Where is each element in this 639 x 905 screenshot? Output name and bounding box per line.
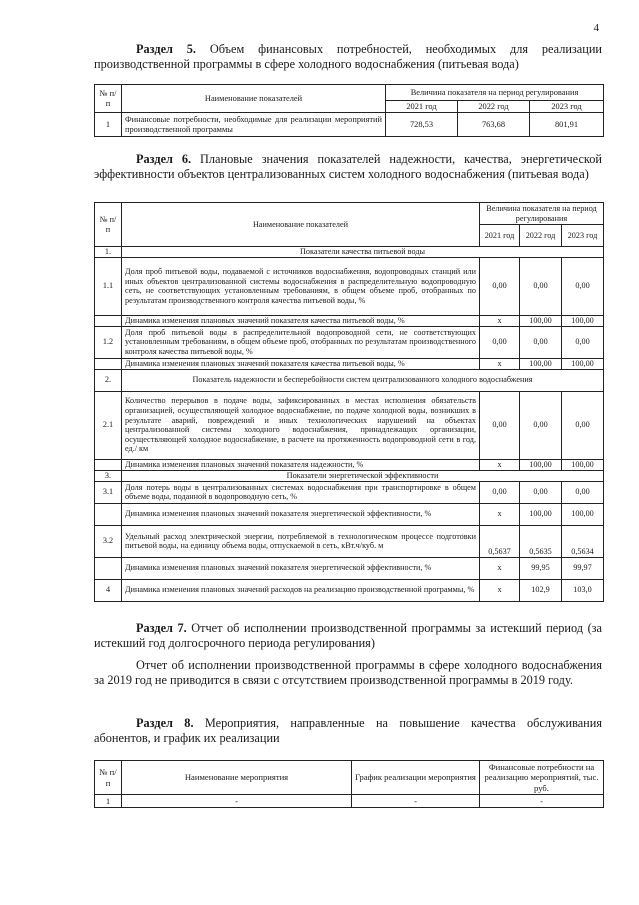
section6-col-value-group: Величина показателя на период регулирования <box>480 203 604 225</box>
row-num <box>95 358 122 369</box>
table-row <box>95 481 604 503</box>
row-num: 2. <box>95 369 122 391</box>
row-value: 99,97 <box>562 557 604 579</box>
section6-col-num: № п/п <box>95 203 122 247</box>
section5-heading-text: Объем финансовых потребностей, необходимых для реализации производственной программы в сфере холодного водоснабжения (питьевая вода) <box>94 42 602 71</box>
table-row <box>95 391 604 459</box>
section8-heading-text: Мероприятия, направленные на повышение качества обслуживания абонентов, и график их реализации <box>94 716 602 745</box>
section8-table <box>94 760 604 808</box>
row-value: 0,00 <box>562 391 604 459</box>
row-num: 1 <box>95 795 122 808</box>
group-title: Показатель надежности и бесперебойности систем централизованного холодного водоснабжения <box>122 369 604 391</box>
section5-heading <box>94 42 602 72</box>
row-name: - <box>122 795 352 808</box>
section5-col-num: № п/п <box>95 85 122 113</box>
section5-heading-label: Раздел 5. <box>136 42 197 56</box>
row-value: 100,00 <box>562 503 604 525</box>
row-value: x <box>480 557 520 579</box>
group-title: Показатели энергетической эффективности <box>122 470 604 481</box>
row-num <box>95 557 122 579</box>
row-num: 1. <box>95 247 122 258</box>
row-name: Динамика изменения плановых значений показателя надежности, % <box>122 459 480 470</box>
group-row <box>95 247 604 258</box>
row-value: 100,00 <box>520 503 562 525</box>
section7-heading-label: Раздел 7. <box>136 621 187 635</box>
section8-col-name: Наименование мероприятия <box>122 761 352 795</box>
section5-col-name: Наименование показателей <box>122 85 386 113</box>
group-row <box>95 369 604 391</box>
dynamics-row <box>95 358 604 369</box>
section5-year: 2022 год <box>458 101 530 113</box>
row-value: 0,00 <box>562 481 604 503</box>
dynamics-row <box>95 557 604 579</box>
section6-year: 2021 год <box>480 225 520 247</box>
row-value: 0,5634 <box>562 525 604 557</box>
row-value: 100,00 <box>562 358 604 369</box>
row-name: Количество перерывов в подаче воды, зафиксированных в местах исполнения обязательств организацией, осуществляющей холодное водоснабжение, по подаче холодной воды, возникших в результате аварий, повреждений и иных технологических нарушений на объектах централизованной системы холодного водоснабжения, принадлежащих организации, осуществляющей холодное водоснабжение, в расчете на протяженность водопроводной сети в год, ед./ км <box>122 391 480 459</box>
row-name: Динамика изменения плановых значений показателя энергетической эффективности, % <box>122 557 480 579</box>
row-value: 0,00 <box>562 326 604 358</box>
row-name: Удельный расход электрической энергии, потребляемой в технологическом процессе подготовки питьевой воды, на единицу объема воды, отпускаемой в сеть, кВт.ч/куб. м <box>122 525 480 557</box>
table-row <box>95 795 604 808</box>
section5-col-value-group: Величина показателя на период регулирования <box>386 85 604 101</box>
section8-col-schedule: График реализации мероприятия <box>352 761 480 795</box>
section6-table <box>94 202 604 602</box>
section7-heading-text: Отчет об исполнении производственной программы за истекший период (за истекший год долгосрочного периода регулирования) <box>94 621 602 650</box>
table-row <box>95 326 604 358</box>
group-title: Показатели качества питьевой воды <box>122 247 604 258</box>
row-name: Доля потерь воды в централизованных системах водоснабжения при транспортировке в общем объеме воды, поданной в водопроводную сеть, % <box>122 481 480 503</box>
row-name: Доля проб питьевой воды в распределительной водопроводной сети, не соответствующих установленным требованиям, в общем объеме проб, отобранных по результатам производственного контроля качества питьевой воды, % <box>122 326 480 358</box>
row-value: 0,00 <box>480 481 520 503</box>
row-num: 1.1 <box>95 257 122 315</box>
section7-paragraph: Отчет об исполнении производственной программы в сфере холодного водоснабжения за 2019 год не приводится в связи с отсутствием производственной программы в 2019 году. <box>94 658 602 687</box>
table-row <box>95 579 604 601</box>
row-name: Финансовые потребности, необходимые для реализации мероприятий производственной программы <box>122 113 386 137</box>
row-value: 763,68 <box>458 113 530 137</box>
row-value: 0,00 <box>520 257 562 315</box>
row-value: 0,00 <box>520 326 562 358</box>
table-row <box>95 525 604 557</box>
group-row <box>95 470 604 481</box>
row-value: 0,00 <box>520 391 562 459</box>
section6-year: 2022 год <box>520 225 562 247</box>
row-schedule: - <box>352 795 480 808</box>
row-value: 0,00 <box>480 257 520 315</box>
section6-heading <box>94 152 602 182</box>
section5-year: 2021 год <box>386 101 458 113</box>
dynamics-row <box>95 459 604 470</box>
row-name: Динамика изменения плановых значений расходов на реализацию производственной программы, % <box>122 579 480 601</box>
dynamics-row <box>95 503 604 525</box>
section8-col-finance: Финансовые потребности на реализацию мероприятий, тыс. руб. <box>480 761 604 795</box>
section6-col-name: Наименование показателей <box>122 203 480 247</box>
section5-table <box>94 84 604 137</box>
row-finance: - <box>480 795 604 808</box>
table-row <box>95 113 604 137</box>
row-value: 100,00 <box>520 315 562 326</box>
row-value: x <box>480 358 520 369</box>
section8-heading <box>94 716 602 746</box>
row-num: 1 <box>95 113 122 137</box>
row-value: 0,5635 <box>520 525 562 557</box>
row-name: Динамика изменения плановых значений показателя энергетической эффективности, % <box>122 503 480 525</box>
row-value: 100,00 <box>520 358 562 369</box>
row-num: 3.1 <box>95 481 122 503</box>
row-num: 4 <box>95 579 122 601</box>
row-value: x <box>480 315 520 326</box>
row-name: Доля проб питьевой воды, подаваемой с источников водоснабжения, водопроводных станций или иных объектов централизованной системы водоснабжения в распределительную водопроводную сеть, не соответствующих установленным требованиям, в общем объеме проб, отобранных по результатам производственного контроля качества питьевой воды, % <box>122 257 480 315</box>
row-value: 801,91 <box>530 113 604 137</box>
section5-year: 2023 год <box>530 101 604 113</box>
row-value: 0,00 <box>520 481 562 503</box>
dynamics-row <box>95 315 604 326</box>
row-value: 100,00 <box>562 315 604 326</box>
row-value: 0,00 <box>562 257 604 315</box>
row-value: 0,00 <box>480 391 520 459</box>
row-value: x <box>480 503 520 525</box>
row-num <box>95 459 122 470</box>
section8-heading-label: Раздел 8. <box>136 716 194 730</box>
row-num: 3.2 <box>95 525 122 557</box>
section7-heading <box>94 621 602 651</box>
row-name: Динамика изменения плановых значений показателя качества питьевой воды, % <box>122 358 480 369</box>
row-num <box>95 315 122 326</box>
section6-heading-text: Плановые значения показателей надежности, качества, энергетической эффективности объектов централизованных систем холодного водоснабжения (питьевая вода) <box>94 152 602 181</box>
row-value: 100,00 <box>520 459 562 470</box>
section6-heading-label: Раздел 6. <box>136 152 192 166</box>
row-value: x <box>480 579 520 601</box>
row-value: 0,00 <box>480 326 520 358</box>
row-value: 0,5637 <box>480 525 520 557</box>
row-name: Динамика изменения плановых значений показателя качества питьевой воды, % <box>122 315 480 326</box>
row-num <box>95 503 122 525</box>
page-number: 4 <box>593 22 599 34</box>
row-value: 100,00 <box>562 459 604 470</box>
section8-col-num: № п/п <box>95 761 122 795</box>
row-value: x <box>480 459 520 470</box>
row-value: 99,95 <box>520 557 562 579</box>
row-num: 2.1 <box>95 391 122 459</box>
row-num: 1.2 <box>95 326 122 358</box>
table-row <box>95 257 604 315</box>
row-value: 103,0 <box>562 579 604 601</box>
row-value: 102,9 <box>520 579 562 601</box>
row-value: 728,53 <box>386 113 458 137</box>
section6-year: 2023 год <box>562 225 604 247</box>
row-num: 3. <box>95 470 122 481</box>
